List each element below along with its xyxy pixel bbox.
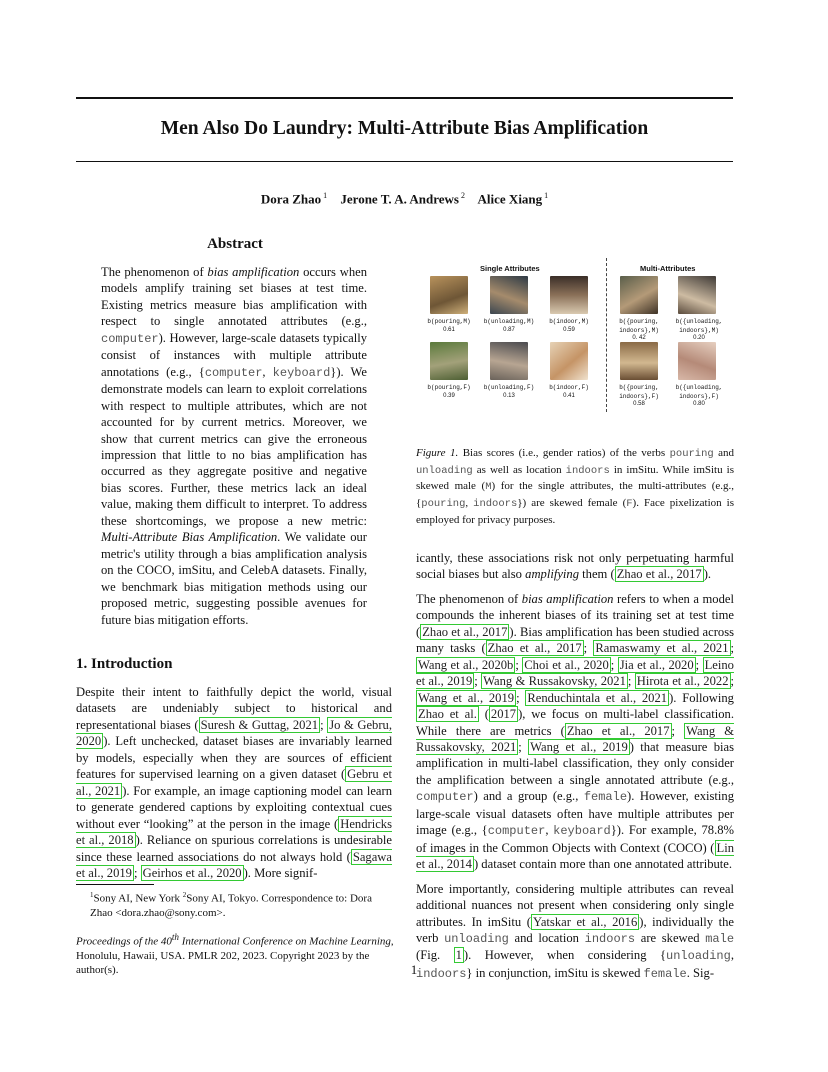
figure-1: [416, 258, 736, 418]
figure-link[interactable]: 1: [455, 948, 462, 963]
paragraph: More importantly, considering multiple attributes can reveal additional nuances not present when considering only single attributes. In imSitu ( Yatskar et al., 2016 ), individually the verb unloading and location indoors are skewed male (Fig. 1 ). However, when considering {unloading, indoors} in conjunction, imSitu is skewed female. Sig-: [416, 881, 735, 981]
author-name: Dora Zhao: [260, 191, 322, 207]
bias-label: b(indoor,F) 0.41: [549, 384, 589, 399]
title-rule-bottom: [76, 161, 733, 162]
author-affiliation: 1: [544, 191, 549, 200]
citation-link[interactable]: Yatskar et al., 2016: [533, 914, 638, 929]
bias-label: b({unloading, indoors},F) 0.80: [675, 384, 723, 407]
citation-link[interactable]: Sagawa et al., 2019: [76, 849, 392, 880]
paper-title: Men Also Do Laundry: Multi-Attribute Bias Amplification: [160, 118, 649, 139]
author-name: Jerone T. A. Andrews: [340, 191, 459, 207]
photo-unloading-indoors-female: [678, 342, 716, 380]
photo-indoor-male: [550, 276, 588, 314]
citation-link[interactable]: Wang et al., 2019: [530, 739, 628, 754]
bias-label: b({pouring, indoors},F) 0.58: [619, 384, 659, 407]
citation-link[interactable]: Leino et al., 2019: [416, 657, 734, 689]
author-affiliation: 2: [460, 191, 465, 200]
author-name: Alice Xiang: [477, 191, 543, 207]
citation-link[interactable]: Wang & Russakovsky, 2021: [483, 674, 626, 689]
citation-link[interactable]: Jo & Gebru, 2020: [76, 717, 392, 749]
citation-link[interactable]: Wang et al., 2020b: [418, 657, 514, 672]
photo-pouring-female: [430, 342, 468, 380]
proceedings-note: Proceedings of the 40th International Conference on Machine Learning, Honolulu, Hawaii, USA. PMLR 202, 2023. Copyright 2023 by the author(s).: [76, 932, 394, 977]
citation-link[interactable]: Zhao et al.: [418, 707, 477, 722]
page-number: 1: [410, 962, 418, 977]
photo-indoor-female: [550, 342, 588, 380]
citation-link[interactable]: Hirota et al., 2022: [636, 674, 729, 689]
introduction-text: Despite their intent to faithfully depict the world, visual datasets are undeniably subject to historical and representational biases ( Suresh & Guttag, 2021 ; Jo & Gebru, 2020 ). Left unchecked, dataset biases are invariably learned by models, especially when they are sources of efficient features for supervised learning on a given dataset ( Gebru et al., 2021 ). For example, an image captioning model can learn to generate gendered captions by exploiting contextual cues without ever “looking” at the person in the image ( Hendricks et al., 2018 ). Reliance on spurious correlations is undesirable since these learned associations do not always hold ( Sagawa et al., 2019 ; Geirhos et al., 2020 ). More signif-: [76, 685, 393, 880]
footnote-rule: [76, 884, 154, 885]
photo-unloading-female: [490, 342, 528, 380]
photo-pouring-indoors-female: [620, 342, 658, 380]
affiliation-footnote: $^1$Sony AI, New York $^2$Sony AI, Tokyo. Correspondence to: Dora Zhao <dora.zhao@sony.com>.: [90, 891, 372, 919]
citation-link[interactable]: Wang et al., 2019: [418, 690, 515, 705]
figure-divider: [606, 258, 607, 412]
photo-pouring-male: [430, 276, 468, 314]
citation-link[interactable]: Zhao et al., 2017: [487, 641, 582, 656]
photo-pouring-indoors-male: [620, 276, 658, 314]
author-affiliation: 1: [323, 191, 328, 200]
citation-link[interactable]: Jia et al., 2020: [619, 657, 694, 672]
bias-label: b(pouring,F) 0.39: [427, 384, 471, 399]
paragraph: The phenomenon of bias amplification refers to when a model compounds the inherent biases of its training set at test time ( Zhao et al., 2017 ). Bias amplification has been studied across many tasks ( Zhao et al., 2017 ; Ramaswamy et al., 2021 ; Wang et al., 2020b ; Choi et al., 2020 ; Jia et al., 2020 ; Leino et al., 2019 ; Wang & Russakovsky, 2021 ; Hirota et al., 2022 ; Wang et al., 2019 ; Renduchintala et al., 2021 ). Following Zhao et al. ( 2017 ), we focus on multi-label classification. While there are metrics ( Zhao et al., 2017 ; Wang & Russakovsky, 2021 ; Wang et al., 2019 ) that measure bias amplification in multi-label classification, they only consider the amplification between a single annotated attribute (e.g., computer) and a group (e.g., female). However, existing large-scale visual datasets often have multiple attributes per image (e.g., {computer, keyboard}). For example, 78.8% of images in the Common Objects with Context (COCO) ( Lin et al., 2014 ) dataset contain more than one annotated attribute.: [416, 591, 735, 872]
abstract-text: The phenomenon of bias amplification occurs when models amplify training set biases at test time. Existing metrics measure bias amplification with respect to single annotated attributes (e.g., computer). However, large-scale datasets typically consist of instances with multiple attribute annotations (e.g., {computer, keyboard}). We demonstrate models can learn to exploit correlations with respect to multiple attributes, which are not accounted for by current metrics. Moreover, we show that current metrics can give the erroneous impression that little to no bias amplification has occurred as they aggregate positive and negative bias scores. Further, these metrics lack an ideal value, making them difficult to interpret. To address these shortcomings, we propose a new metric: Multi-Attribute Bias Amplification. We validate our metric's utility through a bias amplification analysis on the COCO, imSitu, and CelebA datasets. Finally, we benchmark bias mitigation methods using our proposed metric, suggesting possible avenues for future bias mitigation efforts.: [101, 265, 367, 627]
citation-link[interactable]: Zhao et al., 2017: [616, 567, 702, 582]
citation-link[interactable]: Zhao et al., 2017: [422, 624, 508, 639]
citation-link[interactable]: Gebru et al., 2021: [76, 767, 393, 798]
bias-label: b(unloading,F) 0.13: [483, 384, 535, 399]
bias-label: b(pouring,M) 0.61: [427, 318, 471, 333]
citation-link[interactable]: Hendricks et al., 2018: [76, 816, 392, 848]
citation-link[interactable]: Zhao et al., 2017: [566, 723, 670, 738]
photo-unloading-indoors-male: [678, 276, 716, 314]
figure-caption: Figure 1. Bias scores (i.e., gender ratios) of the verbs pouring and unloading as well as location indoors in imSitu. While imSitu is skewed male (M) for the single attributes, the multi-attributes (e.g., {pouring, indoors}) are skewed female (F). Face pixelization is employed for privacy purposes.: [416, 447, 735, 526]
abstract-heading: Abstract: [207, 236, 263, 252]
bias-label: b(unloading,M) 0.87: [483, 318, 535, 333]
citation-link[interactable]: Suresh & Guttag, 2021: [200, 717, 319, 732]
citation-link[interactable]: Choi et al., 2020: [524, 657, 609, 672]
citation-link[interactable]: Lin et al., 2014: [416, 840, 734, 872]
section-heading-introduction: 1. Introduction: [76, 656, 173, 672]
paragraph: icantly, these associations risk not only perpetuating harmful social biases but also amplifying them ( Zhao et al., 2017 ).: [416, 551, 734, 582]
author-list: [76, 191, 733, 207]
multi-attributes-heading: Multi-Attributes: [640, 264, 696, 273]
citation-link[interactable]: 2017: [490, 707, 517, 722]
single-attributes-heading: Single Attributes: [480, 264, 540, 273]
citation-link[interactable]: Ramaswamy et al., 2021: [595, 641, 729, 656]
citation-link[interactable]: Geirhos et al., 2020: [142, 865, 242, 880]
bias-label: b({pouring, indoors},M) 0. 42: [619, 318, 659, 341]
citation-link[interactable]: Renduchintala et al., 2021: [527, 690, 668, 705]
bias-label: b(indoor,M) 0.59: [549, 318, 589, 333]
bias-label: b({unloading, indoors},M) 0.20: [675, 318, 723, 341]
title-rule-top: [76, 97, 733, 99]
photo-unloading-male: [490, 276, 528, 314]
right-column-text: [416, 550, 734, 990]
citation-link[interactable]: Wang & Russakovsky, 2021: [416, 723, 735, 754]
